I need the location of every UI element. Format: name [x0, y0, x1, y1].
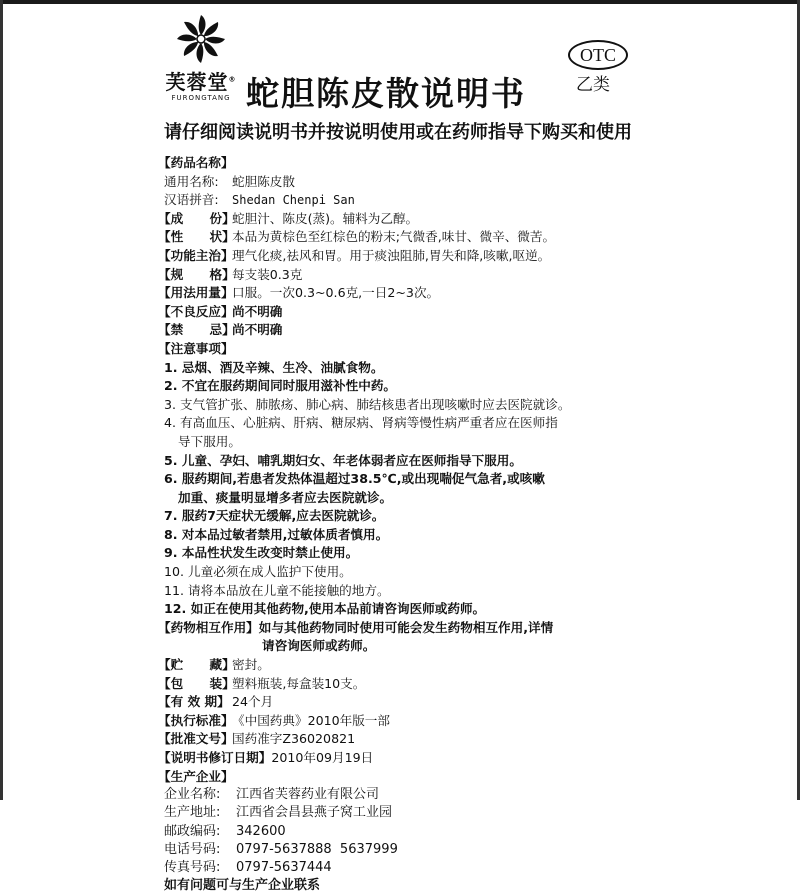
drug-name-heading: 【药品名称】	[158, 155, 234, 170]
precaution-item: 2. 不宜在服药期间同时服用滋补性中药。	[164, 378, 397, 394]
document-subtitle: 请仔细阅读说明书并按说明使用或在药师指导下购买和使用	[164, 122, 632, 143]
precaution-item: 10. 儿童必须在成人监护下使用。	[164, 564, 352, 580]
scan-edge-top	[0, 0, 800, 4]
common-name-row: 通用名称: 蛇胆陈皮散	[164, 173, 295, 189]
precaution-item: 11. 请将本品放在儿童不能接触的地方。	[164, 582, 390, 598]
manufacturer-address-row: 生产地址: 江西省会昌县燕子窝工业园	[164, 805, 393, 821]
standard-row: 【执行标准】《中国药典》2010年版一部	[158, 712, 390, 728]
leaflet-body	[158, 154, 638, 895]
precaution-item: 7. 服药7天症状无缓解,应去医院就诊。	[164, 508, 385, 524]
precaution-item: 8. 对本品过敏者禁用,过敏体质者慎用。	[164, 526, 389, 542]
spec-row: 【规 格】每支装0.3克	[158, 266, 303, 282]
postal-code-row: 邮政编码: 342600	[164, 823, 286, 839]
document-title: 蛇胆陈皮散说明书	[246, 74, 526, 113]
precaution-item-continued: 加重、痰量明显增多者应去医院就诊。	[178, 489, 393, 505]
precaution-item: 3. 支气管扩张、肺脓疡、肺心病、肺结核患者出现咳嗽时应去医院就诊。	[164, 396, 571, 412]
indications-row: 【功能主治】理气化痰,祛风和胃。用于痰浊阻肺,胃失和降,咳嗽,呕逆。	[158, 247, 551, 263]
brand-name-cn: 芙蓉堂®	[165, 70, 237, 94]
contraindications-row: 【禁 忌】尚不明确	[158, 322, 283, 338]
brand-logo	[162, 14, 240, 114]
properties-row: 【性 状】本品为黄棕色至红棕色的粉末;气微香,味甘、微辛、微苦。	[158, 229, 556, 245]
precaution-item: 5. 儿童、孕妇、哺乳期妇女、年老体弱者应在医师指导下服用。	[164, 452, 522, 468]
revision-date-row: 【说明书修订日期】2010年09月19日	[158, 750, 374, 765]
validity-row: 【有 效 期】 24个月	[158, 694, 274, 710]
adverse-reactions-row: 【不良反应】尚不明确	[158, 303, 283, 319]
precaution-item: 9. 本品性状发生改变时禁止使用。	[164, 545, 359, 561]
otc-badge: OTC	[568, 40, 628, 70]
ingredients-row: 【成 份】蛇胆汁、陈皮(蒸)。辅料为乙醇。	[158, 210, 419, 226]
storage-row: 【贮 藏】密封。	[158, 657, 270, 673]
precaution-item: 6. 服药期间,若患者发热体温超过38.5℃,或出现喘促气急者,或咳嗽	[164, 471, 545, 487]
fax-row: 传真号码: 0797-5637444	[164, 859, 332, 875]
interactions-row: 【药物相互作用】如与其他药物同时使用可能会发生药物相互作用,详情	[158, 619, 554, 635]
approval-number-row: 【批准文号】国药准字Z36020821	[158, 731, 356, 747]
pinyin-row: 汉语拼音: Shedan Chenpi San	[164, 192, 355, 208]
precaution-item: 1. 忌烟、酒及辛辣、生冷、油腻食物。	[164, 359, 384, 375]
manufacturer-heading: 【生产企业】	[158, 768, 234, 784]
precaution-item: 4. 有高血压、心脏病、肝病、糖尿病、肾病等慢性病严重者应在医师指	[164, 415, 558, 431]
manufacturer-name-row: 企业名称: 江西省芙蓉药业有限公司	[164, 787, 380, 803]
dosage-row: 【用法用量】口服。一次0.3~0.6克,一日2~3次。	[158, 285, 440, 301]
precaution-item: 12. 如正在使用其他药物,使用本品前请咨询医师或药师。	[164, 601, 486, 617]
precautions-heading: 【注意事项】	[158, 340, 234, 356]
scan-edge-left	[0, 0, 3, 800]
interactions-row-continued: 请咨询医师或药师。	[262, 638, 376, 654]
contact-note: 如有问题可与生产企业联系	[164, 878, 321, 894]
flower-logo-icon	[176, 14, 226, 64]
precaution-item-continued: 导下服用。	[178, 433, 241, 449]
package-row: 【包 装】塑料瓶装,每盒装10支。	[158, 675, 366, 691]
otc-class-label: 乙类	[576, 75, 610, 95]
brand-name-en: FURONGTANG	[171, 94, 231, 102]
phone-row: 电话号码: 0797-5637888 5637999	[164, 841, 398, 857]
